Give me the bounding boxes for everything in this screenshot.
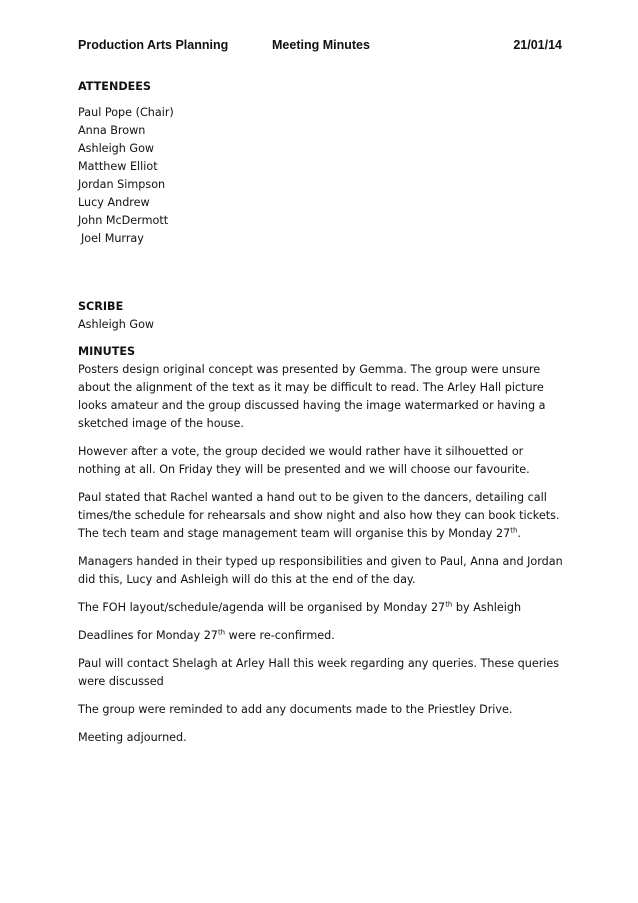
attendee-item: Paul Pope (Chair) — [78, 106, 174, 119]
attendee-item: Anna Brown — [78, 124, 146, 137]
minutes-paragraph: Meeting adjourned. — [78, 731, 187, 744]
page-header — [78, 38, 562, 56]
attendees-heading: ATTENDEES — [78, 80, 151, 93]
minutes-paragraph: The group were reminded to add any documents made to the Priestley Drive. — [78, 703, 513, 716]
attendees-section — [78, 78, 566, 248]
minutes-paragraph — [78, 489, 566, 543]
paragraph-text: Deadlines for Monday 27 — [78, 629, 218, 642]
ordinal-suffix: th — [445, 600, 453, 609]
header-title: Production Arts Planning — [78, 38, 229, 52]
attendee-item: Ashleigh Gow — [78, 142, 155, 155]
ordinal-suffix: th — [217, 628, 226, 637]
minutes-paragraph: Paul will contact Shelagh at Arley Hall this week regarding any queries. These queries were discussed — [78, 657, 560, 688]
minutes-heading: MINUTES — [78, 345, 136, 358]
attendee-item: Joel Murray — [81, 232, 144, 245]
paragraph-text-end: by Ashleigh — [452, 601, 522, 614]
minutes-paragraph — [78, 627, 566, 645]
paragraph-text-end: were re-confirmed. — [225, 629, 335, 642]
minutes-paragraph: Posters design original concept was presented by Gemma. The group were unsure about the alignment of the text as it may be difficult to read. The Arley Hall picture looks amateur and the group discussed having the image watermarked or having a sketched image of the house. — [78, 363, 546, 430]
minutes-paragraph: However after a vote, the group decided we would rather have it silhouetted or nothing at all. On Friday they will be presented and we will choose our favourite. — [78, 445, 530, 476]
paragraph-text: Paul stated that Rachel wanted a hand out to be given to the dancers, detailing call times/the schedule for rehearsals and show night and also how they can book tickets. The tech team and stage management team will organise this by Monday 27 — [78, 491, 560, 540]
document-body — [78, 78, 566, 757]
paragraph-text: The FOH layout/schedule/agenda will be organised by Monday 27 — [78, 601, 446, 614]
header-doc-type: Meeting Minutes — [272, 38, 370, 52]
minutes-paragraph: Managers handed in their typed up responsibilities and given to Paul, Anna and Jordan did this, Lucy and Ashleigh will do this at the end of the day. — [78, 555, 563, 586]
attendee-item: John McDermott — [78, 214, 169, 227]
header-date: 21/01/14 — [513, 38, 562, 52]
minutes-paragraph — [78, 599, 566, 617]
attendee-item: Jordan Simpson — [78, 178, 166, 191]
attendee-item: Lucy Andrew — [78, 196, 150, 209]
attendee-item: Matthew Elliot — [78, 160, 158, 173]
scribe-section — [78, 298, 566, 334]
scribe-name: Ashleigh Gow — [78, 318, 155, 331]
paragraph-text-end: . — [517, 527, 521, 540]
ordinal-suffix: th — [510, 526, 518, 535]
minutes-section — [78, 343, 566, 747]
scribe-heading: SCRIBE — [78, 300, 124, 313]
